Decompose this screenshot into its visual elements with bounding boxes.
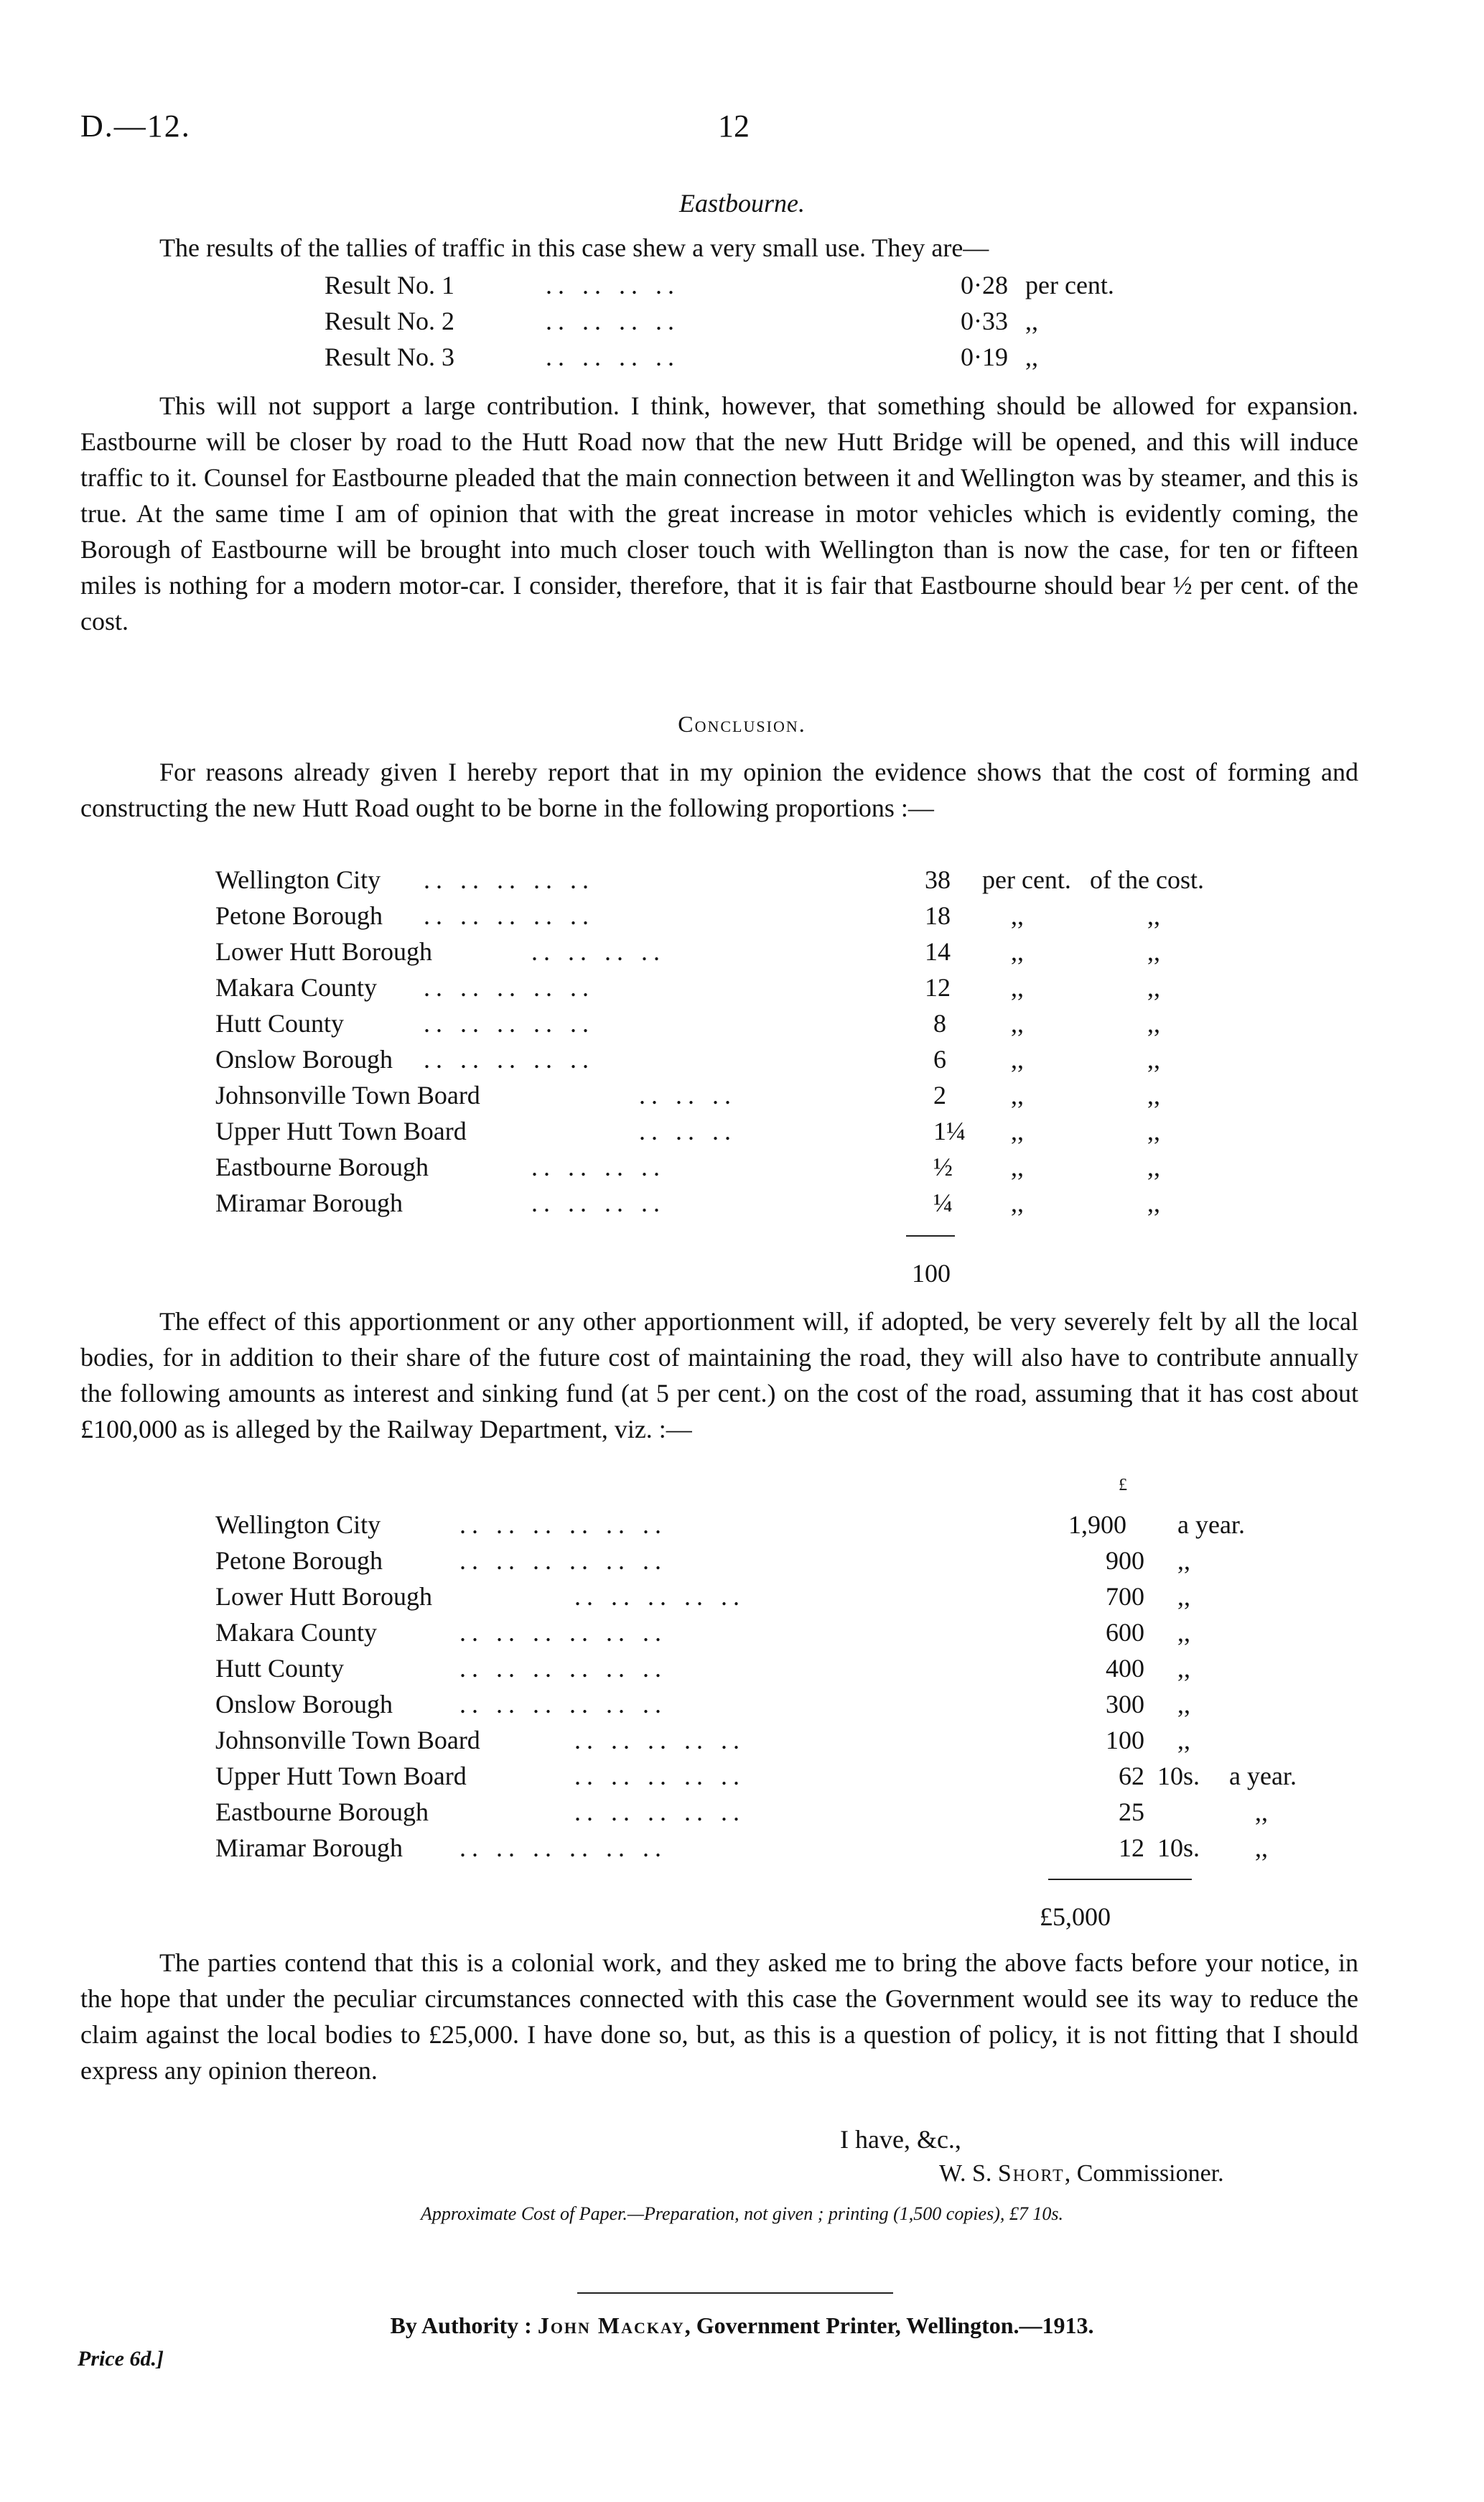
page-reference: D.—12. (80, 108, 191, 144)
closing-paragraph: The parties contend that this is a colonial work, and they asked me to bring the above facts before your notice, in the hope that under the peculiar circumstances connected with this case the Government would see its way to reduce the claim against the local bodies to £25,000. I have done so, but, as this is a question of policy, it is not fitting that I should express any opinion thereon. (80, 1948, 1358, 2085)
result-row: Result No. 2 .. .. .. .. 0·33 ,, (325, 307, 1038, 335)
eastbourne-intro: The results of the tallies of traffic in this case shew a very small use. They are— (159, 233, 989, 262)
total-rule (906, 1235, 955, 1237)
result-row: Result No. 3 .. .. .. .. 0·19 ,, (325, 343, 1038, 371)
table-row: Onslow Borough .. .. .. .. .. 6 ,, ,, (215, 1045, 1160, 1074)
cost-note: Approximate Cost of Paper.—Preparation, not given ; printing (1,500 copies), £7 10s. (421, 2203, 1063, 2224)
printer-name: John Mackay (537, 2312, 685, 2338)
table-row: Hutt County .. .. .. .. .. .. 400 ,, (215, 1654, 1190, 1683)
proportions-total: 100 (912, 1259, 951, 1288)
table-row: Miramar Borough .. .. .. .. .. .. 12 10s. ,, (215, 1833, 1268, 1862)
table-row: Eastbourne Borough .. .. .. .. .. 25 ,, (215, 1798, 1268, 1826)
result-row: Result No. 1 .. .. .. .. 0·28 per cent. (325, 271, 1114, 299)
footer-rule (577, 2292, 893, 2294)
effect-paragraph: The effect of this apportionment or any other apportionment will, if adopted, be very severely felt by all the local bodies, for in addition to their share of the future cost of maintaining the road, they will also have to contribute annually the following amounts as interest and sinking fund (at 5 per cent.) on the cost of the road, assuming that it has cost about £100,000 as is alleged by the Railway Department, viz. :— (80, 1307, 1358, 1443)
page-number: 12 (718, 108, 750, 144)
sign-off: I have, &c., (840, 2125, 961, 2154)
table-row: Johnsonville Town Board .. .. .. .. .. 100 ,, (215, 1726, 1190, 1754)
authority-line: By Authority : John Mackay, Government Printer, Wellington.—1913. (390, 2312, 1094, 2338)
table-row: Makara County .. .. .. .. .. 12 ,, ,, (215, 973, 1160, 1002)
table-row: Makara County .. .. .. .. .. .. 600 ,, (215, 1618, 1190, 1647)
price: Price 6d.] (78, 2347, 164, 2371)
signature-title: , Commissioner. (1064, 2160, 1224, 2187)
conclusion-heading: Conclusion. (678, 711, 806, 737)
signature (939, 2160, 1224, 2187)
table-row: Eastbourne Borough .. .. .. .. ½ ,, ,, (215, 1153, 1160, 1181)
table-row: Hutt County .. .. .. .. .. 8 ,, ,, (215, 1009, 1160, 1038)
currency-symbol: £ (1119, 1476, 1127, 1494)
table-row: Miramar Borough .. .. .. .. ¼ ,, ,, (215, 1189, 1160, 1217)
eastbourne-paragraph: This will not support a large contribution. I think, however, that something should be allowed for expansion. Eastbourne will be closer by road to the Hutt Road now that the new Hutt Bridge will be opened, and this will induce traffic to it. Counsel for Eastbourne pleaded that the main connection between it and Wellington was by steamer, and this is true. At the same time I am of opinion that with the great increase in motor vehicles which is evidently coming, the Borough of Eastbourne will be brought into much closer touch with Wellington than is now the case, for ten or fifteen miles is nothing for a modern motor-car. I consider, therefore, that it is fair that Eastbourne should bear ½ per cent. of the cost. (80, 391, 1358, 636)
table-row: Petone Borough .. .. .. .. .. .. 900 ,, (215, 1546, 1190, 1575)
annual-total-rule (1048, 1879, 1192, 1880)
table-row: Upper Hutt Town Board .. .. .. 1¼ ,, ,, (215, 1117, 1160, 1145)
signature-initials: W. S. (939, 2160, 992, 2187)
table-row: Johnsonville Town Board .. .. .. 2 ,, ,, (215, 1081, 1160, 1110)
table-row: Onslow Borough .. .. .. .. .. .. 300 ,, (215, 1690, 1190, 1719)
conclusion-intro: For reasons already given I hereby report that in my opinion the evidence shows that the cost of forming and constructing the new Hutt Road ought to be borne in the following proportions :— (80, 758, 1358, 822)
signature-name: Short (997, 2160, 1065, 2187)
table-row: Lower Hutt Borough .. .. .. .. .. 700 ,, (215, 1582, 1190, 1611)
table-row: Wellington City .. .. .. .. .. 38 per cent. of the cost. (215, 865, 1204, 894)
eastbourne-heading: Eastbourne. (679, 189, 805, 218)
table-row: Lower Hutt Borough .. .. .. .. 14 ,, ,, (215, 937, 1160, 966)
table-row: Petone Borough .. .. .. .. .. 18 ,, ,, (215, 901, 1160, 930)
annual-total: £5,000 (1040, 1902, 1111, 1931)
table-row: Wellington City .. .. .. .. .. .. 1,900 a year. (215, 1510, 1245, 1539)
table-row: Upper Hutt Town Board .. .. .. .. .. 62 10s. a year. (215, 1762, 1297, 1790)
